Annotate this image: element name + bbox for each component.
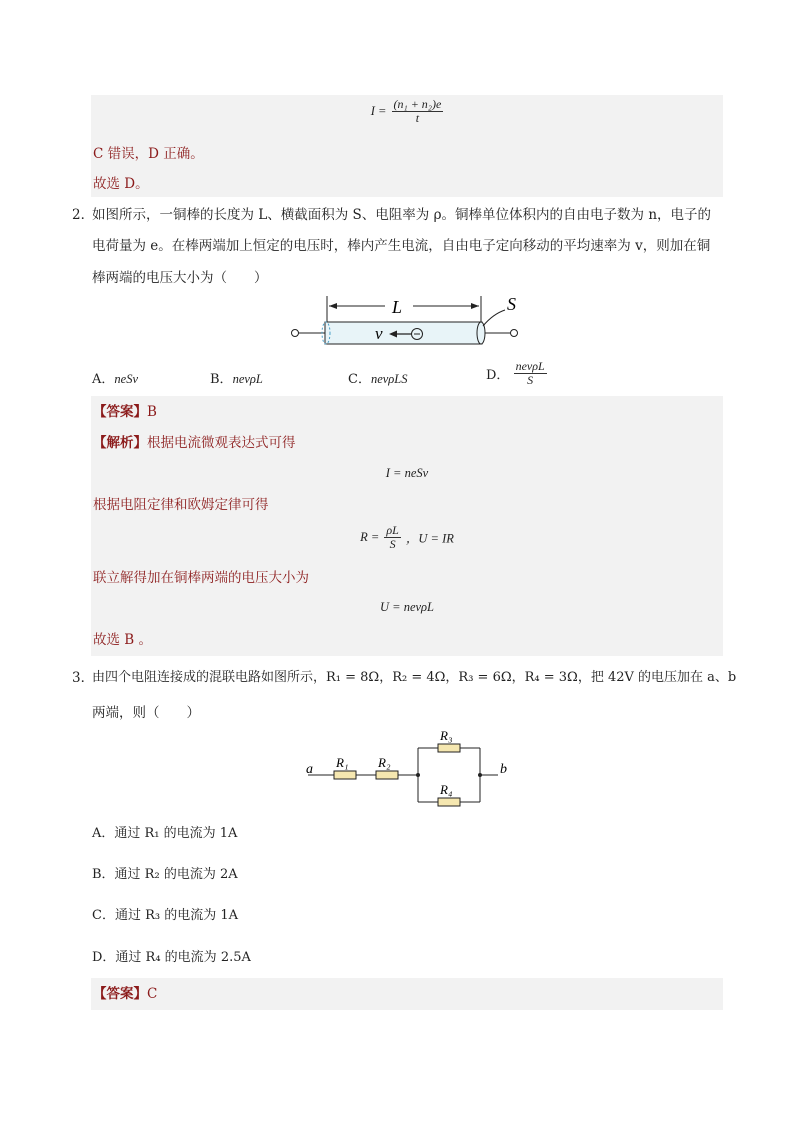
r1-label: R₁ xyxy=(336,755,349,770)
formula-lhs: R = xyxy=(360,530,380,544)
option-value: nevρLS xyxy=(370,372,408,386)
fraction xyxy=(392,98,444,125)
option-label: B． xyxy=(210,372,233,387)
terminal-b-label: b xyxy=(500,762,507,777)
q2-conclusion: 故选 B 。 xyxy=(93,632,153,648)
q1-line-1: C 错误，D 正确。 xyxy=(93,146,204,162)
q2-analysis-3: 联立解得加在铜棒两端的电压大小为 xyxy=(93,570,309,586)
q3-option-d[interactable]: D．通过 R₄ 的电流为 2.5A xyxy=(92,950,251,965)
q2-formula-3: U = nevρL xyxy=(379,600,434,614)
r2-label: R₂ xyxy=(378,755,391,770)
fraction-denominator: S xyxy=(389,537,396,551)
q1-line-2: 故选 D。 xyxy=(93,176,149,192)
answer-value: B xyxy=(147,404,157,420)
q2-option-b[interactable] xyxy=(210,368,263,387)
answer-value: C xyxy=(147,986,158,1002)
q2-stem-line-3: 棒两端的电压大小为（ ） xyxy=(92,270,268,286)
q2-formula-2 xyxy=(91,524,723,551)
fraction xyxy=(384,524,400,551)
r3-label: R₃ xyxy=(440,728,453,743)
option-d-fraction xyxy=(514,360,547,387)
q2-formula-1: I = neSv xyxy=(385,466,429,480)
q2-stem-line-2: 电荷量为 e。在棒两端加上恒定的电压时，棒内产生电流，自由电子定向移动的平均速率为 v，则加在铜 xyxy=(92,238,711,254)
resistor-r1 xyxy=(334,771,356,779)
fraction-numerator: nevρL xyxy=(515,359,545,373)
q2-stem-line-1: 如图所示，一铜棒的长度为 L、横截面积为 S、电阻率为 ρ。铜棒单位体积内的自由电子数为 n，电子的 xyxy=(92,207,712,223)
fraction-denominator: t xyxy=(415,111,420,125)
q2-analysis-2: 根据电阻定律和欧姆定律可得 xyxy=(93,497,269,513)
q2-analysis-1 xyxy=(93,435,296,451)
analysis-tag: 【解析】 xyxy=(93,435,147,451)
q2-answer xyxy=(93,404,157,420)
fraction-denominator: S xyxy=(527,373,534,387)
option-label: D． xyxy=(486,368,510,383)
resistor-r2 xyxy=(376,771,398,779)
q2-option-c[interactable] xyxy=(348,368,408,387)
analysis-text: 根据电流微观表达式可得 xyxy=(147,435,296,451)
resistor-r3 xyxy=(438,744,460,752)
q3-option-a[interactable]: A．通过 R₁ 的电流为 1A xyxy=(92,826,238,841)
q3-answer-block xyxy=(91,978,723,1010)
r4-label: R₄ xyxy=(440,782,453,797)
q2-option-a[interactable] xyxy=(92,368,138,387)
fraction-numerator: (n₁ + n₂)e xyxy=(393,97,442,111)
q3-number: 3． xyxy=(72,670,95,686)
answer-tag: 【答案】 xyxy=(93,986,147,1002)
q2-number: 2． xyxy=(72,207,95,223)
q3-option-b[interactable]: B．通过 R₂ 的电流为 2A xyxy=(92,867,238,882)
q3-stem-line-2: 两端，则（ ） xyxy=(92,705,200,721)
label-S: S xyxy=(507,294,516,314)
q3-answer xyxy=(93,986,157,1002)
formula-rhs: ，U = IR xyxy=(405,531,454,546)
option-value: nevρL xyxy=(232,372,263,386)
terminal-a-label: a xyxy=(306,762,313,777)
resistor-r4 xyxy=(438,798,460,806)
answer-tag: 【答案】 xyxy=(93,404,147,420)
q2-option-d[interactable] xyxy=(486,360,547,387)
option-value: neSv xyxy=(114,372,138,386)
label-v: v xyxy=(375,324,383,343)
q3-option-c[interactable]: C．通过 R₃ 的电流为 1A xyxy=(92,908,239,923)
option-label: C． xyxy=(348,372,371,387)
copper-rod-figure xyxy=(285,292,525,352)
option-label: A． xyxy=(92,372,115,387)
circuit-figure xyxy=(300,728,530,810)
formula-lhs: I = xyxy=(370,104,387,118)
q1-formula xyxy=(91,98,723,132)
label-L: L xyxy=(392,297,403,317)
q3-stem-line-1: 由四个电阻连接成的混联电路如图所示，R₁ = 8Ω，R₂ = 4Ω，R₃ = 6Ω，R₄ = 3Ω，把 42V 的电压加在 a、b xyxy=(92,670,737,685)
fraction-numerator: ρL xyxy=(386,523,399,537)
